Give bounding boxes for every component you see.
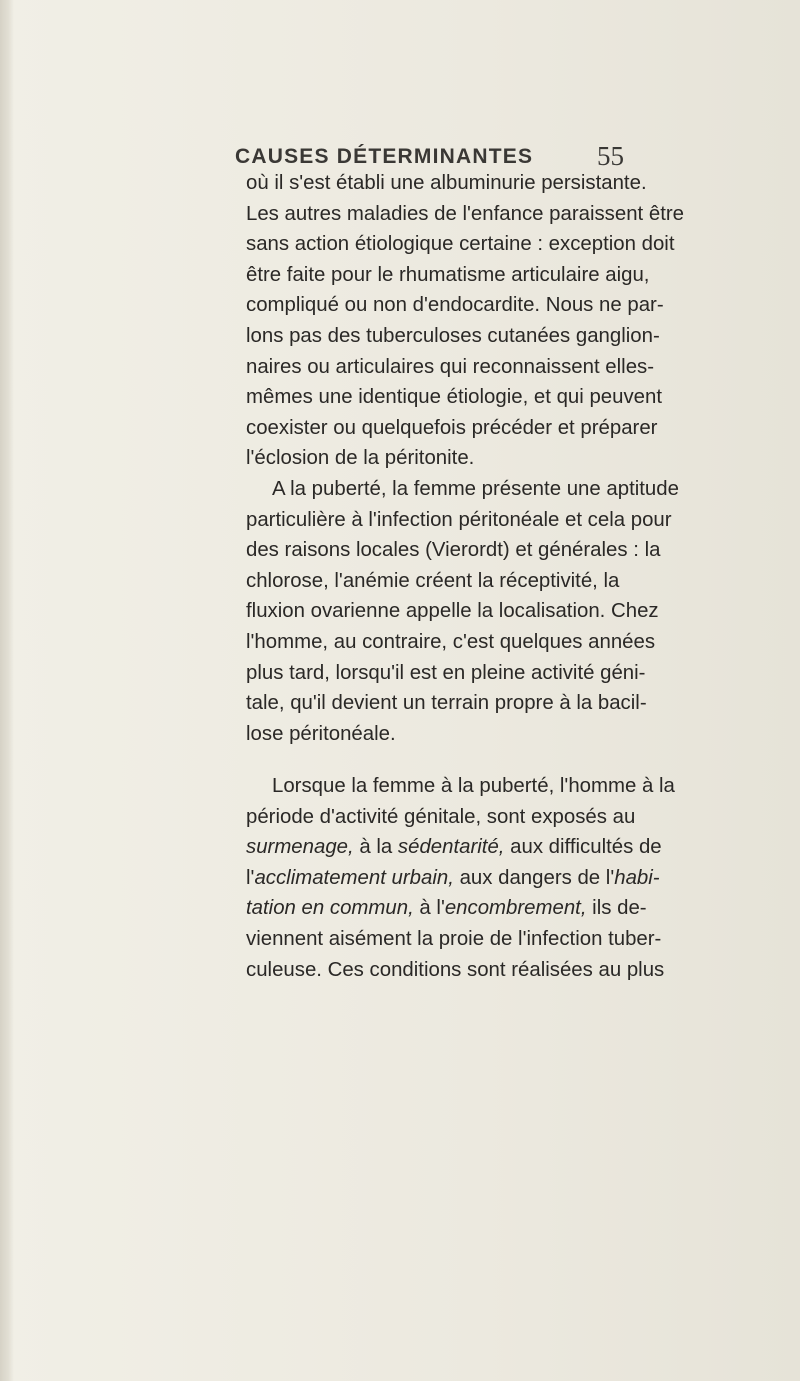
text-line: culeuse. Ces conditions sont réalisées au plus: [246, 958, 665, 981]
italic-term: tation en commun,: [246, 897, 414, 920]
text-line: Lorsque la femme à la puberté, l'homme à la: [272, 775, 675, 797]
text-run: ils de-: [586, 897, 647, 920]
page-number: 55: [597, 141, 624, 171]
text-line: naires ou articulaires qui reconnaissent elles-: [246, 355, 655, 378]
italic-term: encombrement,: [444, 897, 587, 920]
text-line: coexister ou quelquefois précéder et préparer: [246, 416, 658, 439]
text-line: lons pas des tuberculoses cutanées ganglion-: [246, 324, 660, 347]
text-line: l'éclosion de la péritonite.: [246, 447, 475, 470]
text-run: à la: [353, 836, 398, 859]
text-line: [246, 893, 647, 924]
text-line: viennent aisément la proie de l'infection tuber-: [246, 927, 662, 950]
text-line: Les autres maladies de l'enfance paraissent être: [246, 202, 685, 225]
text-line: où il s'est établi une albuminurie persistante.: [246, 172, 647, 194]
paragraph-2: [246, 771, 675, 985]
text-run: l': [246, 866, 255, 889]
page-gutter-shadow: [0, 0, 14, 1381]
text-line: lose péritonéale.: [246, 722, 396, 745]
text-line: compliqué ou non d'endocardite. Nous ne par-: [246, 294, 664, 317]
text-line: plus tard, lorsqu'il est en pleine activité géni-: [246, 661, 646, 684]
text-line: A la puberté, la femme présente une aptitude: [272, 477, 679, 500]
text-line: chlorose, l'anémie créent la réceptivité, la: [246, 569, 620, 592]
text-line: tale, qu'il devient un terrain propre à la bacil-: [246, 692, 647, 715]
text-line: [246, 832, 662, 863]
text-line: période d'activité génitale, sont exposés au: [246, 805, 636, 828]
italic-term: sédentarité,: [397, 836, 505, 859]
text-line: des raisons locales (Vierordt) et générales : la: [246, 539, 661, 562]
italic-term: habi-: [614, 866, 660, 889]
running-title: CAUSES DÉTERMINANTES: [235, 145, 534, 168]
text-run: à l': [413, 897, 445, 920]
text-run: aux difficultés de: [504, 836, 662, 859]
text-line: mêmes une identique étiologie, et qui peuvent: [246, 386, 663, 409]
italic-term: surmenage,: [246, 836, 354, 859]
text-line: fluxion ovarienne appelle la localisation. Chez: [246, 600, 659, 623]
text-line: sans action étiologique certaine : exception doit: [246, 233, 675, 256]
text-run: aux dangers de l': [453, 866, 615, 889]
italic-term: acclimatement urbain,: [254, 866, 454, 889]
paragraph-1: [246, 168, 685, 749]
text-line: être faite pour le rhumatisme articulaire aigu,: [246, 263, 650, 286]
text-line: particulière à l'infection péritonéale et cela pour: [246, 508, 672, 531]
text-line: [246, 863, 660, 894]
text-line: l'homme, au contraire, c'est quelques années: [246, 630, 656, 653]
